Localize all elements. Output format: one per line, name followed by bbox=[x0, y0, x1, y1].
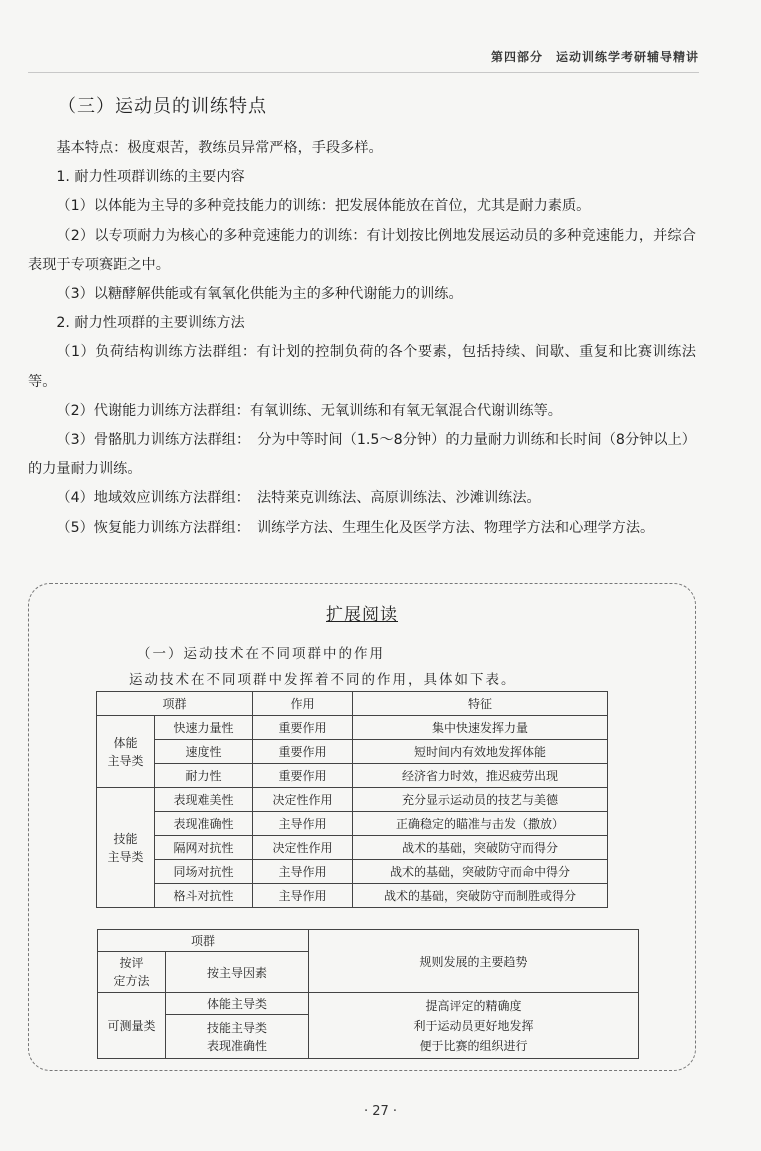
table-row bbox=[97, 740, 608, 764]
extension-title: 扩展阅读 bbox=[326, 605, 398, 625]
running-header: 第四部分 运动训练学考研辅导精讲 bbox=[490, 50, 699, 64]
table-cell: 决定性作用 bbox=[253, 836, 353, 860]
paragraph: （2）以专项耐力为核心的多种竞速能力的训练：有计划按比例地发展运动员的多种竞速能力，并综合表现于专项赛距之中。 bbox=[28, 227, 696, 273]
table-cell: 速度性 bbox=[155, 740, 253, 764]
trend-header-cell: 规则发展的主要趋势 bbox=[309, 930, 639, 993]
trend-item: 便于比赛的组织进行 bbox=[419, 1038, 528, 1053]
paragraph: （5）恢复能力训练方法群组： 训练学方法、生理生化及医学方法、物理学方法和心理学方法。 bbox=[56, 519, 655, 536]
table-cell: 战术的基础，突破防守而得分 bbox=[353, 836, 608, 860]
group-name-cell: 体能 主导类 bbox=[97, 716, 155, 788]
table-cell: 短时间内有效地发挥体能 bbox=[353, 740, 608, 764]
paragraph: （2）代谢能力训练方法群组：有氧训练、无氧训练和有氧无氧混合代谢训练等。 bbox=[56, 402, 562, 419]
trend-item: 利于运动员更好地发挥 bbox=[413, 1018, 534, 1033]
technique-role-table bbox=[96, 691, 608, 908]
table-cell: 重要作用 bbox=[253, 740, 353, 764]
table-header-feature: 特征 bbox=[353, 692, 608, 716]
trend-item: 提高评定的精确度 bbox=[425, 998, 522, 1013]
page-number: · 27 · bbox=[363, 1104, 398, 1119]
by-main-factor-cell: 按主导因素 bbox=[166, 952, 309, 993]
extension-intro: 运动技术在不同项群中发挥着不同的作用，具体如下表。 bbox=[129, 672, 517, 688]
table-cell: 重要作用 bbox=[253, 764, 353, 788]
table-row bbox=[97, 788, 608, 812]
paragraph: 2. 耐力性项群的主要训练方法 bbox=[56, 315, 245, 332]
header-divider bbox=[28, 72, 699, 73]
table-row bbox=[97, 884, 608, 908]
table-cell: 格斗对抗性 bbox=[155, 884, 253, 908]
table-cell: 隔网对抗性 bbox=[155, 836, 253, 860]
table-row bbox=[97, 812, 608, 836]
body-text bbox=[28, 134, 696, 543]
table-row bbox=[97, 836, 608, 860]
paragraph: 基本特点：极度艰苦，教练员异常严格，手段多样。 bbox=[56, 140, 383, 156]
table-header-group: 项群 bbox=[97, 692, 253, 716]
table-cell: 快速力量性 bbox=[155, 716, 253, 740]
rules-trend-table bbox=[97, 929, 639, 1059]
by-evaluation-cell: 按评 定方法 bbox=[98, 952, 166, 993]
table-header-role: 作用 bbox=[253, 692, 353, 716]
physical-cell: 体能主导类 bbox=[166, 993, 309, 1015]
table-row bbox=[97, 860, 608, 884]
extension-reading-box bbox=[28, 583, 696, 1071]
table-cell: 充分显示运动员的技艺与美德 bbox=[353, 788, 608, 812]
trend-cell bbox=[309, 993, 639, 1059]
paragraph: （1）负荷结构训练方法群组：有计划的控制负荷的各个要素，包括持续、间歇、重复和比赛训练法等。 bbox=[28, 344, 696, 390]
table-cell: 表现难美性 bbox=[155, 788, 253, 812]
paragraph: （3）骨骼肌力训练方法群组： 分为中等时间（1.5～8分钟）的力量耐力训练和长时间（8分钟以上）的力量耐力训练。 bbox=[28, 432, 696, 478]
table-cell: 同场对抗性 bbox=[155, 860, 253, 884]
extension-subtitle: （一）运动技术在不同项群中的作用 bbox=[137, 646, 385, 662]
section-title: （三）运动员的训练特点 bbox=[58, 96, 267, 117]
skill-cell: 技能主导类 表现准确性 bbox=[166, 1015, 309, 1059]
paragraph: （1）以体能为主导的多种竞技能力的训练：把发展体能放在首位，尤其是耐力素质。 bbox=[56, 198, 591, 215]
table-cell: 战术的基础，突破防守而制胜或得分 bbox=[353, 884, 608, 908]
paragraph: （4）地域效应训练方法群组： 法特莱克训练法、高原训练法、沙滩训练法。 bbox=[56, 490, 541, 507]
group-header-cell: 项群 bbox=[98, 930, 309, 952]
table-cell: 主导作用 bbox=[253, 860, 353, 884]
table-row bbox=[97, 764, 608, 788]
table-cell: 重要作用 bbox=[253, 716, 353, 740]
table-row bbox=[97, 716, 608, 740]
table-cell: 表现准确性 bbox=[155, 812, 253, 836]
table-cell: 正确稳定的瞄准与击发（撒放） bbox=[353, 812, 608, 836]
measurable-cell: 可测量类 bbox=[98, 993, 166, 1059]
table-cell: 决定性作用 bbox=[253, 788, 353, 812]
table-cell: 耐力性 bbox=[155, 764, 253, 788]
paragraph: （3）以糖酵解供能或有氧氧化供能为主的多种代谢能力的训练。 bbox=[56, 286, 463, 303]
table-cell: 战术的基础，突破防守而命中得分 bbox=[353, 860, 608, 884]
group-name-cell: 技能 主导类 bbox=[97, 788, 155, 908]
paragraph: 1. 耐力性项群训练的主要内容 bbox=[56, 169, 245, 186]
table-cell: 主导作用 bbox=[253, 812, 353, 836]
table-cell: 主导作用 bbox=[253, 884, 353, 908]
table-cell: 经济省力时效，推迟疲劳出现 bbox=[353, 764, 608, 788]
table-cell: 集中快速发挥力量 bbox=[353, 716, 608, 740]
